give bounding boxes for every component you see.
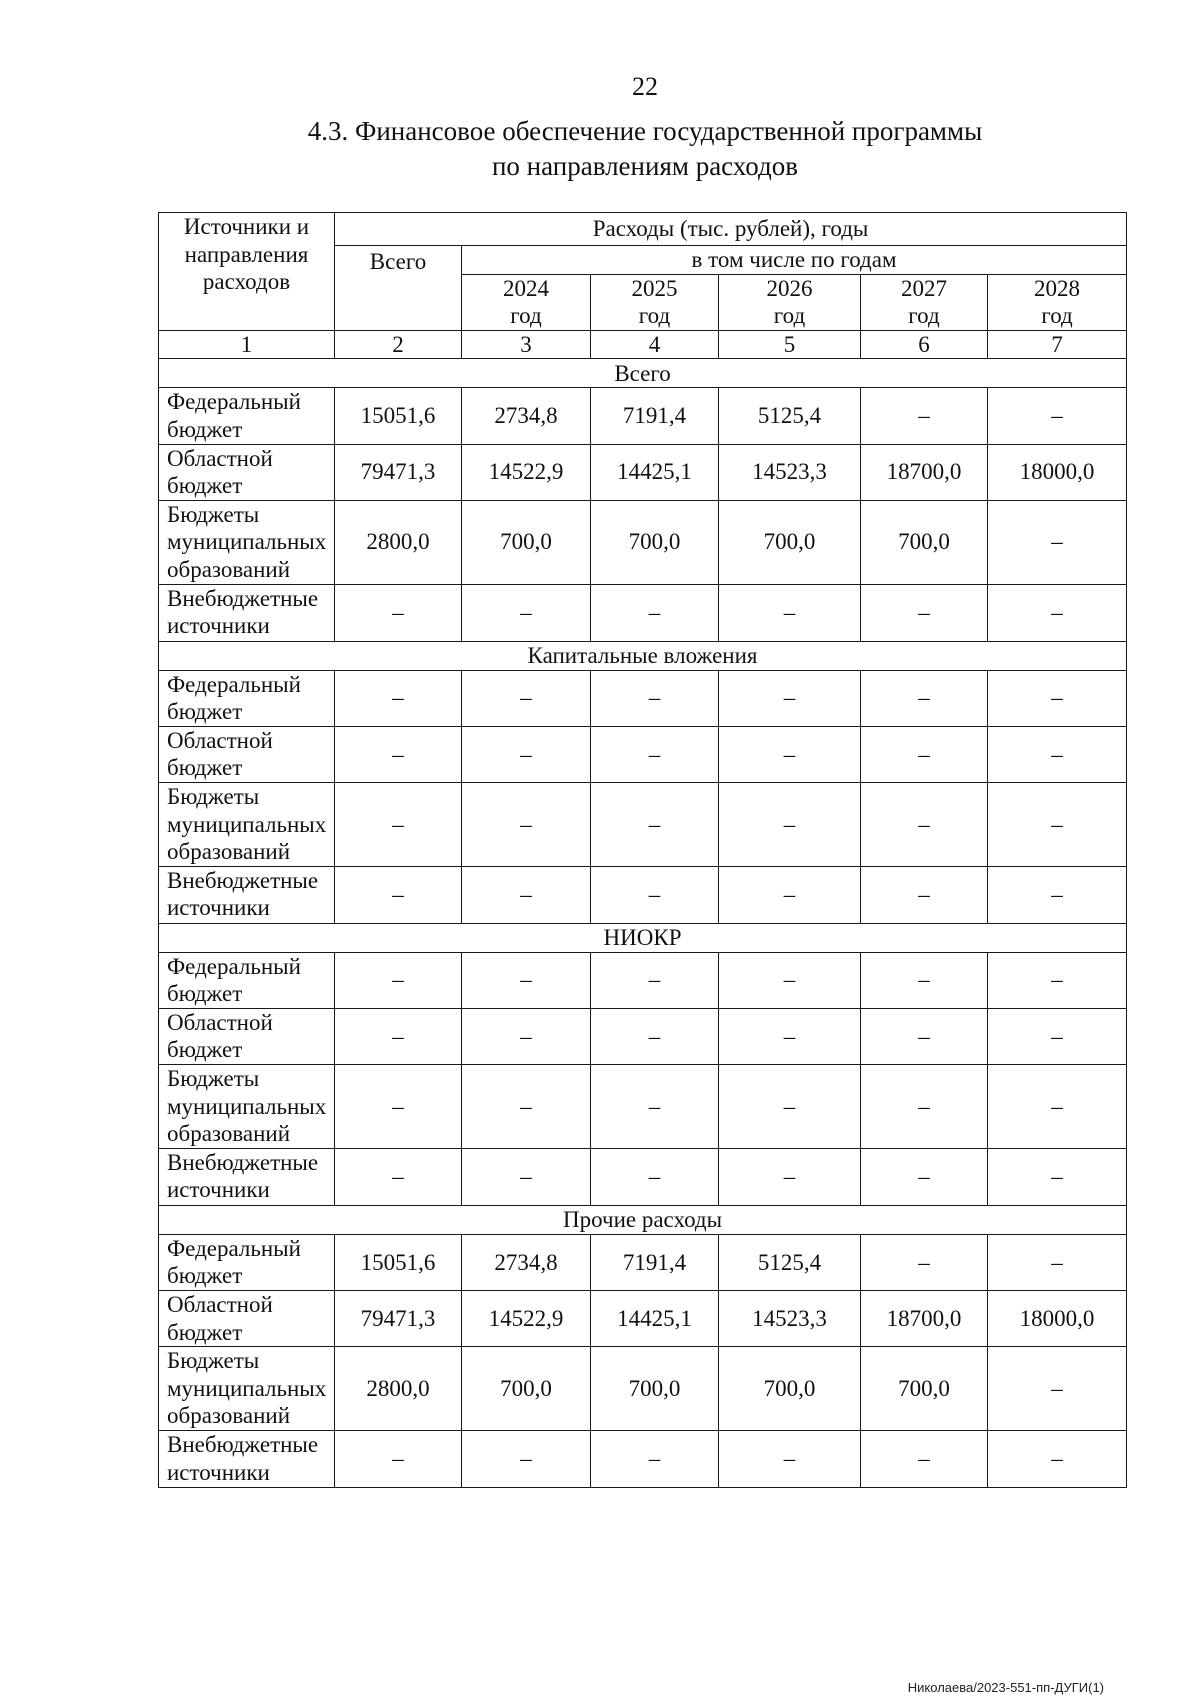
value-cell: – <box>861 952 988 1008</box>
value-cell: – <box>719 1008 861 1064</box>
value-cell: 14522,9 <box>462 1291 591 1347</box>
value-cell: – <box>719 726 861 782</box>
value-cell: – <box>719 782 861 866</box>
value-cell: – <box>861 1234 988 1290</box>
table-row <box>159 1431 1127 1488</box>
column-number: 4 <box>591 330 719 359</box>
value-cell: 79471,3 <box>335 1291 462 1347</box>
year-word: год <box>1041 303 1073 329</box>
table-row <box>159 670 1127 726</box>
year-word: год <box>638 303 671 329</box>
value-cell: – <box>591 952 719 1008</box>
header-expenses: Расходы (тыс. рублей), годы <box>335 213 1127 246</box>
value-cell: – <box>719 1065 861 1149</box>
column-number: 3 <box>462 330 591 359</box>
value-cell: – <box>988 1431 1127 1488</box>
header-year-2027 <box>861 274 988 330</box>
header-year-2024 <box>462 274 591 330</box>
value-cell: – <box>462 1065 591 1149</box>
value-cell: – <box>861 1065 988 1149</box>
table-row <box>159 1234 1127 1290</box>
value-cell: 79471,3 <box>335 444 462 500</box>
row-label: Федеральный бюджет <box>159 952 335 1008</box>
value-cell: 700,0 <box>591 1347 719 1431</box>
financing-table <box>158 212 1127 1488</box>
value-cell: – <box>335 670 462 726</box>
row-label: Федеральный бюджет <box>159 1234 335 1290</box>
value-cell: – <box>988 1008 1127 1064</box>
table-row <box>159 388 1127 444</box>
value-cell: – <box>335 782 462 866</box>
value-cell: – <box>462 782 591 866</box>
year-word: год <box>510 303 542 329</box>
year-word: год <box>773 303 806 329</box>
value-cell: – <box>591 1148 719 1205</box>
value-cell: – <box>988 1347 1127 1431</box>
row-label: Областной бюджет <box>159 726 335 782</box>
section-title: НИОКР <box>159 923 1127 952</box>
column-number: 6 <box>861 330 988 359</box>
value-cell: – <box>462 866 591 923</box>
value-cell: – <box>861 1008 988 1064</box>
table-row <box>159 584 1127 641</box>
year-value: 2024 <box>503 275 549 301</box>
value-cell: – <box>988 500 1127 584</box>
value-cell: – <box>591 1008 719 1064</box>
value-cell: – <box>988 1065 1127 1149</box>
value-cell: – <box>988 670 1127 726</box>
value-cell: 14523,3 <box>719 444 861 500</box>
value-cell: 18700,0 <box>861 1291 988 1347</box>
row-label: Бюджеты муниципальных образований <box>159 782 335 866</box>
value-cell: – <box>462 1431 591 1488</box>
page-number: 22 <box>632 72 658 101</box>
year-value: 2026 <box>766 275 813 301</box>
value-cell: – <box>335 1148 462 1205</box>
value-cell: – <box>591 670 719 726</box>
value-cell: 700,0 <box>861 500 988 584</box>
table-row <box>159 866 1127 923</box>
value-cell: 700,0 <box>462 500 591 584</box>
row-label: Бюджеты муниципальных образований <box>159 1347 335 1431</box>
table-row <box>159 1148 1127 1205</box>
column-number: 1 <box>159 330 335 359</box>
row-label: Внебюджетные источники <box>159 584 335 641</box>
value-cell: 14425,1 <box>591 1291 719 1347</box>
column-number: 5 <box>719 330 861 359</box>
value-cell: – <box>462 1148 591 1205</box>
year-word: год <box>908 303 940 329</box>
table-row <box>159 1008 1127 1064</box>
value-cell: – <box>591 1431 719 1488</box>
value-cell: 700,0 <box>861 1347 988 1431</box>
table-row <box>159 1291 1127 1347</box>
value-cell: 14523,3 <box>719 1291 861 1347</box>
value-cell: 14522,9 <box>462 444 591 500</box>
value-cell: – <box>719 670 861 726</box>
value-cell: – <box>335 866 462 923</box>
value-cell: 18700,0 <box>861 444 988 500</box>
value-cell: 15051,6 <box>335 1234 462 1290</box>
value-cell: – <box>988 1234 1127 1290</box>
value-cell: – <box>462 726 591 782</box>
header-total: Всего <box>335 246 462 331</box>
value-cell: – <box>988 726 1127 782</box>
value-cell: – <box>719 584 861 641</box>
value-cell: – <box>591 782 719 866</box>
header-year-2026 <box>719 274 861 330</box>
value-cell: – <box>335 1431 462 1488</box>
table-row <box>159 726 1127 782</box>
value-cell: 18000,0 <box>988 444 1127 500</box>
value-cell: – <box>462 584 591 641</box>
row-label: Бюджеты муниципальных образований <box>159 500 335 584</box>
section-title: Прочие расходы <box>159 1205 1127 1234</box>
value-cell: 7191,4 <box>591 388 719 444</box>
value-cell: – <box>335 1065 462 1149</box>
value-cell: – <box>719 1431 861 1488</box>
row-label: Областной бюджет <box>159 1291 335 1347</box>
value-cell: – <box>861 782 988 866</box>
value-cell: – <box>335 584 462 641</box>
value-cell: – <box>988 952 1127 1008</box>
table-row <box>159 1347 1127 1431</box>
row-label: Областной бюджет <box>159 1008 335 1064</box>
value-cell: – <box>462 1008 591 1064</box>
row-label: Федеральный бюджет <box>159 388 335 444</box>
header-sources: Источники и направления расходов <box>159 213 335 331</box>
column-number: 2 <box>335 330 462 359</box>
value-cell: 5125,4 <box>719 1234 861 1290</box>
value-cell: – <box>861 726 988 782</box>
value-cell: – <box>861 670 988 726</box>
value-cell: – <box>988 1148 1127 1205</box>
value-cell: – <box>335 1008 462 1064</box>
row-label: Внебюджетные источники <box>159 1148 335 1205</box>
page-title <box>0 114 1200 184</box>
value-cell: – <box>335 726 462 782</box>
row-label: Областной бюджет <box>159 444 335 500</box>
value-cell: – <box>335 952 462 1008</box>
year-value: 2028 <box>1034 275 1081 301</box>
value-cell: 2734,8 <box>462 1234 591 1290</box>
value-cell: – <box>462 670 591 726</box>
value-cell: – <box>988 584 1127 641</box>
table-row <box>159 1065 1127 1149</box>
value-cell: – <box>719 1148 861 1205</box>
value-cell: 700,0 <box>591 500 719 584</box>
table-row <box>159 500 1127 584</box>
value-cell: – <box>861 584 988 641</box>
row-label: Внебюджетные источники <box>159 866 335 923</box>
year-value: 2027 <box>901 275 947 301</box>
value-cell: – <box>591 584 719 641</box>
value-cell: 14425,1 <box>591 444 719 500</box>
value-cell: 2800,0 <box>335 500 462 584</box>
value-cell: 18000,0 <box>988 1291 1127 1347</box>
row-label: Внебюджетные источники <box>159 1431 335 1488</box>
table-row <box>159 444 1127 500</box>
header-year-2028 <box>988 274 1127 330</box>
value-cell: – <box>988 782 1127 866</box>
value-cell: 700,0 <box>462 1347 591 1431</box>
value-cell: 15051,6 <box>335 388 462 444</box>
value-cell: 2734,8 <box>462 388 591 444</box>
header-year-2025 <box>591 274 719 330</box>
value-cell: – <box>591 726 719 782</box>
value-cell: – <box>861 1148 988 1205</box>
value-cell: – <box>988 866 1127 923</box>
value-cell: – <box>861 866 988 923</box>
value-cell: 700,0 <box>719 1347 861 1431</box>
value-cell: – <box>591 1065 719 1149</box>
table-row <box>159 952 1127 1008</box>
value-cell: – <box>988 388 1127 444</box>
year-value: 2025 <box>631 275 678 301</box>
row-label: Бюджеты муниципальных образований <box>159 1065 335 1149</box>
value-cell: – <box>861 388 988 444</box>
value-cell: 5125,4 <box>719 388 861 444</box>
value-cell: – <box>719 866 861 923</box>
row-label: Федеральный бюджет <box>159 670 335 726</box>
footer-doc-ref: Николаева/2023-551-пп-ДУГИ(1) <box>907 1680 1104 1695</box>
section-title: Всего <box>159 359 1127 388</box>
title-line-1: 4.3. Финансовое обеспечение государственной программы <box>307 116 983 146</box>
value-cell: – <box>462 952 591 1008</box>
header-by-years: в том числе по годам <box>462 246 1127 275</box>
value-cell: – <box>591 866 719 923</box>
value-cell: – <box>861 1431 988 1488</box>
column-number: 7 <box>988 330 1127 359</box>
value-cell: 2800,0 <box>335 1347 462 1431</box>
title-line-2: по направлениям расходов <box>491 151 798 182</box>
value-cell: 700,0 <box>719 500 861 584</box>
value-cell: 7191,4 <box>591 1234 719 1290</box>
section-title: Капитальные вложения <box>159 641 1127 670</box>
value-cell: – <box>719 952 861 1008</box>
table-row <box>159 782 1127 866</box>
